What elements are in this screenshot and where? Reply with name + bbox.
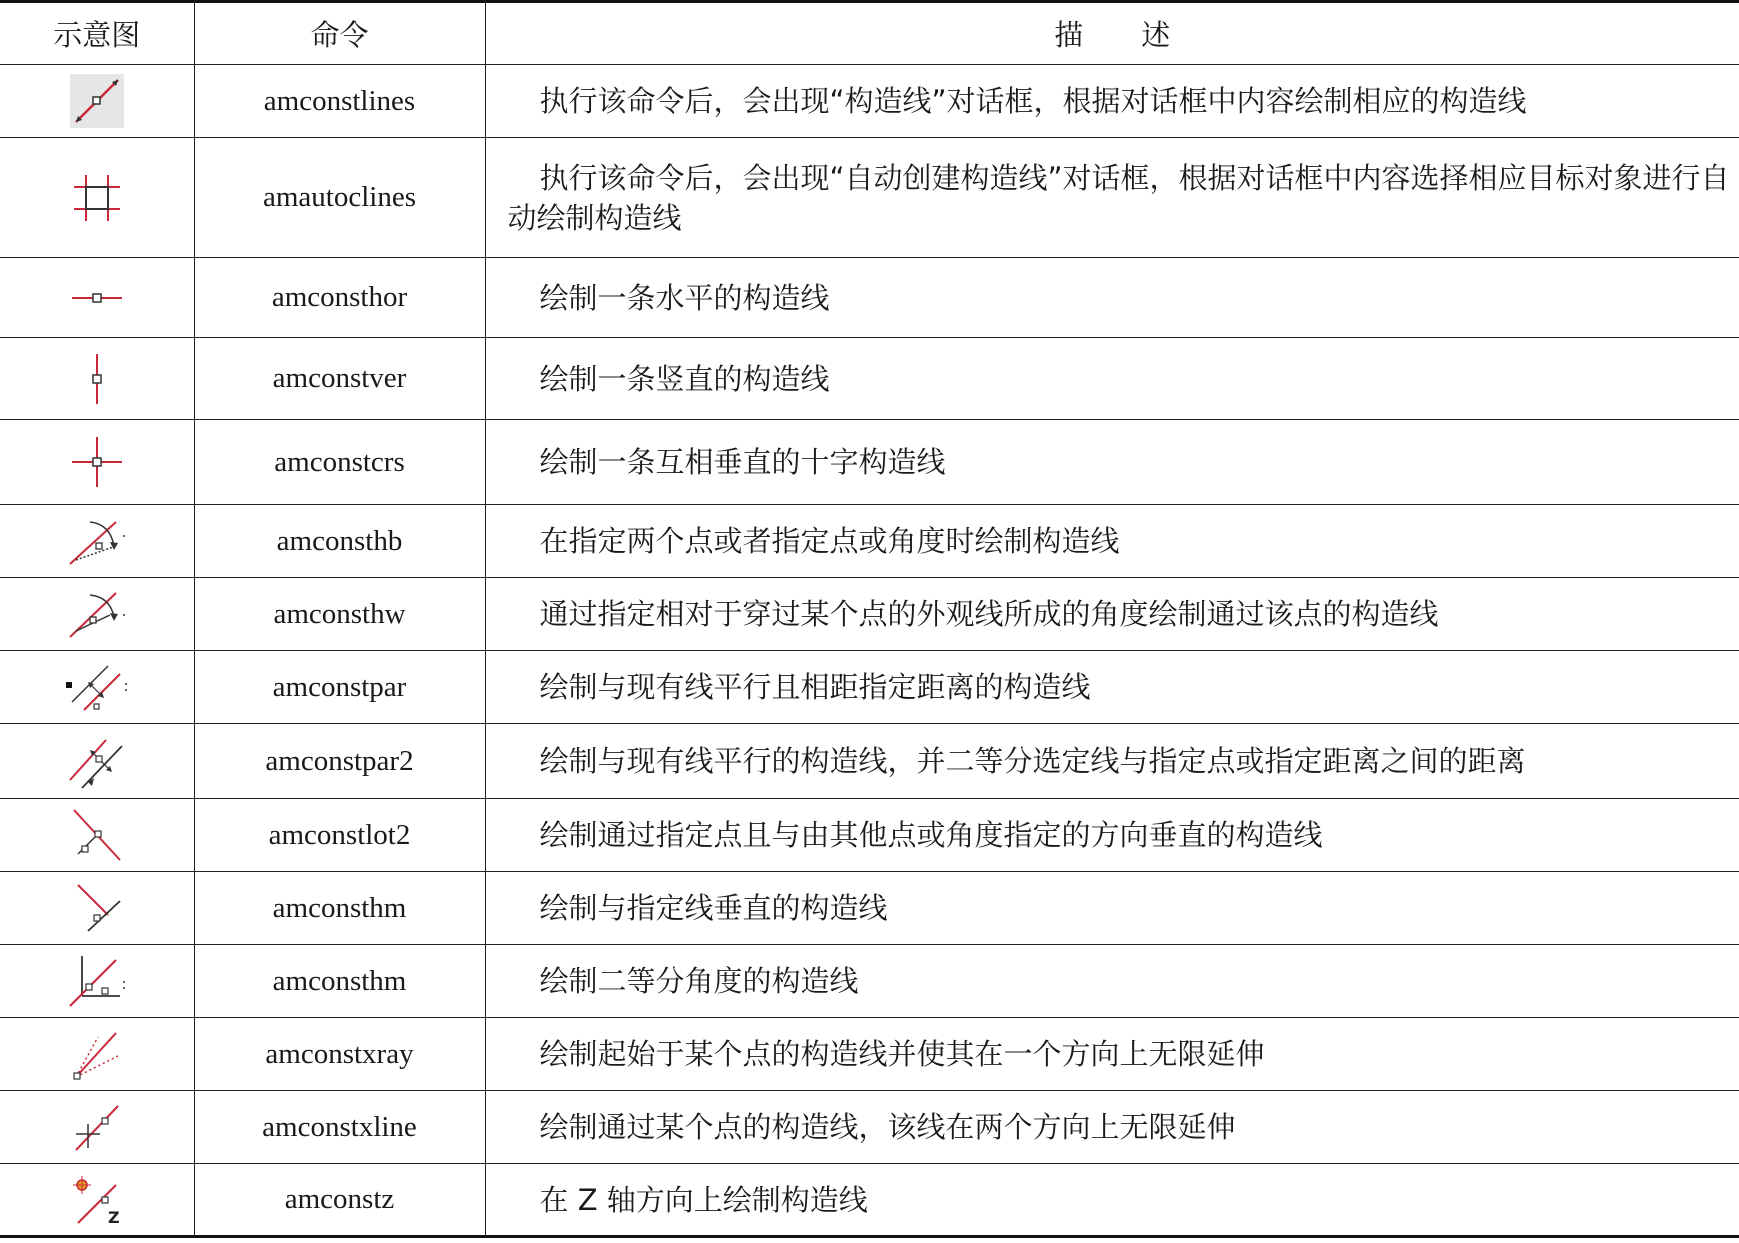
command-cell: amconsthm — [194, 872, 485, 945]
description-text: 绘制与指定线垂直的构造线 — [539, 891, 888, 925]
command-cell: amconstxray — [194, 1018, 485, 1091]
table-row — [0, 338, 1739, 420]
command-cell: amconstz — [194, 1164, 485, 1237]
description-cell — [485, 258, 1739, 338]
description-text: 绘制一条水平的构造线 — [539, 280, 830, 315]
description-cell — [485, 1091, 1739, 1164]
command-cell: amconsthb — [194, 505, 485, 578]
table-row — [0, 799, 1739, 872]
autoclines-icon — [0, 138, 194, 258]
table-row — [0, 651, 1739, 724]
description-cell — [485, 872, 1739, 945]
constlines-icon — [0, 65, 194, 138]
constpar2-icon — [0, 724, 194, 799]
consthor-icon — [0, 258, 194, 338]
table-row — [0, 578, 1739, 651]
description-cell — [485, 138, 1739, 258]
table-row — [0, 1018, 1739, 1091]
description-text: 绘制通过指定点且与由其他点或角度指定的方向垂直的构造线 — [539, 818, 1323, 852]
description-text: 绘制与现有线平行的构造线，并二等分选定线与指定点或指定距离之间的距离 — [539, 744, 1526, 778]
description-text: 绘制一条竖直的构造线 — [539, 361, 830, 396]
table-row — [0, 945, 1739, 1018]
command-cell: amconstver — [194, 338, 485, 420]
constcrs-icon — [0, 420, 194, 505]
table-row — [0, 872, 1739, 945]
description-text: 绘制二等分角度的构造线 — [539, 964, 859, 998]
constxray-icon — [0, 1018, 194, 1091]
description-text: 在指定两个点或者指定点或角度时绘制构造线 — [539, 524, 1120, 558]
constxline-icon — [0, 1091, 194, 1164]
table-row — [0, 1164, 1739, 1237]
description-cell — [485, 65, 1739, 138]
description-cell — [485, 505, 1739, 578]
description-cell — [485, 420, 1739, 505]
table-row — [0, 258, 1739, 338]
description-cell — [485, 651, 1739, 724]
description-cell — [485, 1164, 1739, 1237]
constver-icon — [0, 338, 194, 420]
constz-icon — [0, 1164, 194, 1237]
consthb-icon — [0, 505, 194, 578]
description-text: 在 Z 轴方向上绘制构造线 — [539, 1182, 868, 1217]
description-cell — [485, 578, 1739, 651]
constpar-icon — [0, 651, 194, 724]
command-cell: amconstcrs — [194, 420, 485, 505]
consthw-icon — [0, 578, 194, 651]
constlot2-icon — [0, 799, 194, 872]
description-cell — [485, 945, 1739, 1018]
description-text: 绘制一条互相垂直的十字构造线 — [539, 445, 946, 479]
table-row — [0, 65, 1739, 138]
table-row — [0, 505, 1739, 578]
description-text: 通过指定相对于穿过某个点的外观线所成的角度绘制通过该点的构造线 — [539, 597, 1439, 631]
command-cell: amconstlines — [194, 65, 485, 138]
table-row — [0, 420, 1739, 505]
command-cell: amautoclines — [194, 138, 485, 258]
header-row — [0, 2, 1739, 65]
consthm-perp-icon — [0, 872, 194, 945]
table-row — [0, 138, 1739, 258]
description-text: 绘制起始于某个点的构造线并使其在一个方向上无限延伸 — [539, 1037, 1265, 1071]
description-cell — [485, 1018, 1739, 1091]
description-cell — [485, 724, 1739, 799]
command-cell: amconstlot2 — [194, 799, 485, 872]
command-cell: amconstpar2 — [194, 724, 485, 799]
svg-text:Z: Z — [107, 1207, 120, 1227]
description-cell — [485, 338, 1739, 420]
command-cell: amconstpar — [194, 651, 485, 724]
command-cell: amconsthm — [194, 945, 485, 1018]
description-text: 绘制通过某个点的构造线，该线在两个方向上无限延伸 — [539, 1110, 1236, 1144]
consthm-bisect-icon — [0, 945, 194, 1018]
description-text: 执行该命令后，会出现“构造线”对话框，根据对话框中内容绘制相应的构造线 — [539, 84, 1527, 118]
table-row — [0, 724, 1739, 799]
description-cell — [485, 799, 1739, 872]
command-cell: amconstxline — [194, 1091, 485, 1164]
header-command: 命令 — [194, 2, 485, 65]
command-cell: amconsthor — [194, 258, 485, 338]
description-text: 绘制与现有线平行且相距指定距离的构造线 — [539, 670, 1091, 704]
command-cell: amconsthw — [194, 578, 485, 651]
header-icon: 示意图 — [0, 2, 194, 65]
header-description: 描 述 — [485, 2, 1739, 65]
table-row — [0, 1091, 1739, 1164]
description-text: 执行该命令后，会出现“自动创建构造线”对话框，根据对话框中内容选择相应目标对象进行自动绘制构造线 — [507, 160, 1730, 235]
